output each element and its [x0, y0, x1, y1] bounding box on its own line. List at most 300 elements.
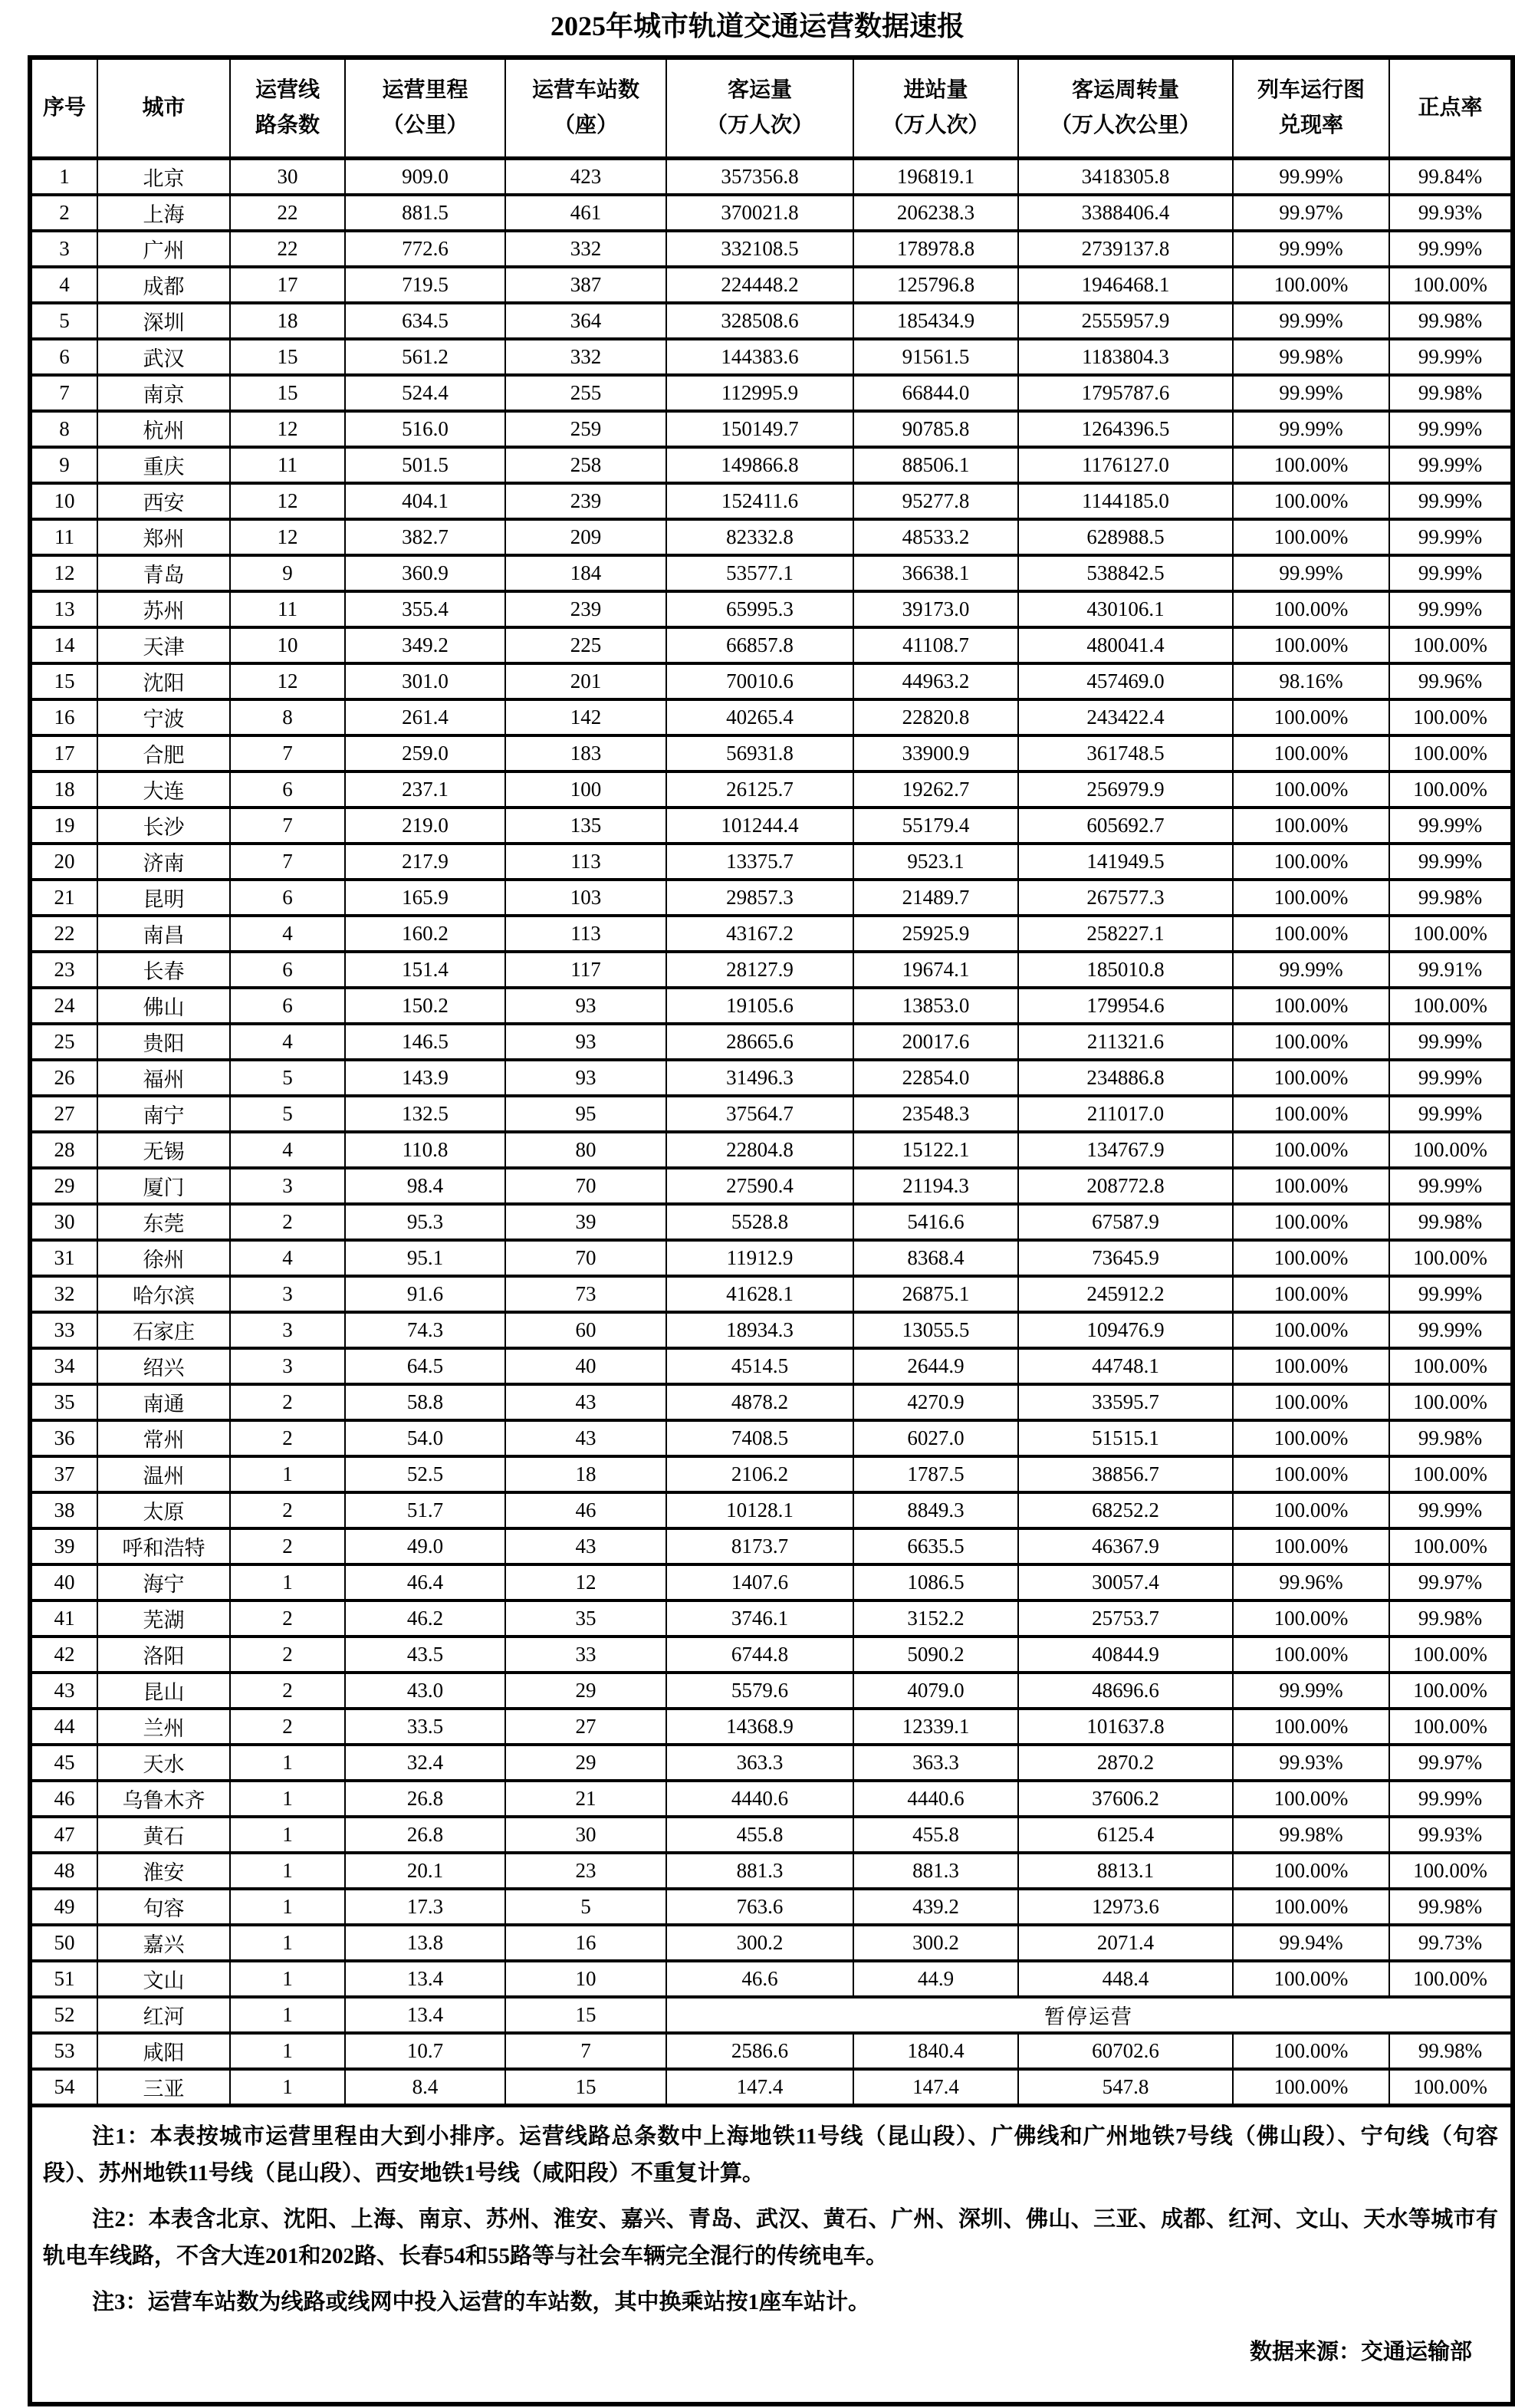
table-row	[30, 411, 1513, 447]
header-cell-6	[853, 58, 1018, 159]
table-cell: 13.8	[345, 1925, 505, 1961]
table-cell: 524.4	[345, 375, 505, 411]
header-line: 进站量	[903, 78, 968, 102]
table-cell: 北京	[97, 159, 230, 196]
table-cell: 141949.5	[1018, 844, 1233, 880]
table-cell: 1	[230, 1889, 345, 1925]
table-cell: 113	[505, 844, 666, 880]
table-cell: 26	[30, 1060, 97, 1096]
table-row	[30, 1492, 1513, 1528]
table-cell: 3	[230, 1276, 345, 1312]
table-cell: 芜湖	[97, 1600, 230, 1637]
table-cell: 11912.9	[666, 1240, 853, 1276]
table-cell: 武汉	[97, 339, 230, 375]
table-cell: 100.00%	[1389, 1384, 1513, 1420]
table-cell: 23	[505, 1853, 666, 1889]
table-cell: 1086.5	[853, 1564, 1018, 1600]
table-cell: 99.99%	[1233, 411, 1389, 447]
table-cell: 100.00%	[1233, 591, 1389, 627]
table-cell: 6744.8	[666, 1637, 853, 1673]
header-cell-3	[345, 58, 505, 159]
table-cell: 142	[505, 699, 666, 735]
table-cell: 258	[505, 447, 666, 483]
table-cell: 27	[30, 1096, 97, 1132]
table-cell: 5528.8	[666, 1204, 853, 1240]
table-cell: 33900.9	[853, 735, 1018, 771]
table-cell: 349.2	[345, 627, 505, 663]
table-cell: 西安	[97, 483, 230, 519]
table-cell: 100.00%	[1233, 1168, 1389, 1204]
table-cell: 382.7	[345, 519, 505, 555]
table-cell: 144383.6	[666, 339, 853, 375]
table-row	[30, 988, 1513, 1024]
table-cell: 100.00%	[1389, 916, 1513, 952]
table-cell: 22854.0	[853, 1060, 1018, 1096]
table-cell: 100.00%	[1389, 771, 1513, 808]
table-cell: 95.1	[345, 1240, 505, 1276]
table-cell: 22804.8	[666, 1132, 853, 1168]
table-cell: 26875.1	[853, 1276, 1018, 1312]
table-cell: 绍兴	[97, 1348, 230, 1384]
table-cell: 2	[230, 1420, 345, 1456]
table-cell: 天水	[97, 1745, 230, 1781]
header-cell-7	[1018, 58, 1233, 159]
table-cell: 28665.6	[666, 1024, 853, 1060]
header-line: 运营线	[255, 78, 320, 102]
table-cell: 41108.7	[853, 627, 1018, 663]
table-cell: 143.9	[345, 1060, 505, 1096]
table-row	[30, 1096, 1513, 1132]
table-cell: 113	[505, 916, 666, 952]
table-cell: 天津	[97, 627, 230, 663]
table-cell: 13375.7	[666, 844, 853, 880]
table-cell: 52.5	[345, 1456, 505, 1492]
table-cell: 16	[505, 1925, 666, 1961]
table-cell: 2	[230, 1492, 345, 1528]
table-row	[30, 1673, 1513, 1709]
table-cell: 100.00%	[1233, 916, 1389, 952]
table-cell: 99.99%	[1389, 1060, 1513, 1096]
table-cell: 881.3	[666, 1853, 853, 1889]
table-cell: 66844.0	[853, 375, 1018, 411]
table-cell: 152411.6	[666, 483, 853, 519]
table-cell: 99.98%	[1389, 1420, 1513, 1456]
table-cell: 40844.9	[1018, 1637, 1233, 1673]
table-cell: 47	[30, 1817, 97, 1853]
table-row	[30, 555, 1513, 591]
table-cell: 49.0	[345, 1528, 505, 1564]
table-cell: 1176127.0	[1018, 447, 1233, 483]
table-row	[30, 1709, 1513, 1745]
table-cell: 7	[230, 808, 345, 844]
table-cell: 9	[30, 447, 97, 483]
table-cell: 28	[30, 1132, 97, 1168]
table-cell: 42	[30, 1637, 97, 1673]
table-cell: 18934.3	[666, 1312, 853, 1348]
table-cell: 93	[505, 988, 666, 1024]
table-cell: 95.3	[345, 1204, 505, 1240]
table-cell: 29	[505, 1745, 666, 1781]
header-cell-2	[230, 58, 345, 159]
header-row	[30, 58, 1513, 159]
table-cell: 112995.9	[666, 375, 853, 411]
header-line: （座）	[553, 113, 618, 137]
header-cell-0	[30, 58, 97, 159]
table-cell: 99.99%	[1389, 483, 1513, 519]
table-cell: 100.00%	[1389, 1456, 1513, 1492]
table-cell: 49	[30, 1889, 97, 1925]
table-cell: 99.98%	[1389, 1204, 1513, 1240]
table-row	[30, 699, 1513, 735]
table-cell: 259	[505, 411, 666, 447]
table-cell: 100.00%	[1233, 1637, 1389, 1673]
table-cell: 357356.8	[666, 159, 853, 196]
table-cell: 51.7	[345, 1492, 505, 1528]
table-cell: 70	[505, 1168, 666, 1204]
table-cell: 12	[230, 519, 345, 555]
table-cell: 5416.6	[853, 1204, 1018, 1240]
table-row	[30, 303, 1513, 339]
table-cell: 208772.8	[1018, 1168, 1233, 1204]
table-cell: 10.7	[345, 2033, 505, 2069]
table-cell: 43	[505, 1384, 666, 1420]
table-cell: 100.00%	[1233, 1961, 1389, 1997]
table-cell: 31496.3	[666, 1060, 853, 1096]
table-cell: 3	[30, 231, 97, 267]
table-cell: 4270.9	[853, 1384, 1018, 1420]
table-cell: 501.5	[345, 447, 505, 483]
table-cell: 1144185.0	[1018, 483, 1233, 519]
table-cell: 10	[30, 483, 97, 519]
table-row	[30, 735, 1513, 771]
table-cell: 1	[30, 159, 97, 196]
table-cell: 66857.8	[666, 627, 853, 663]
table-cell: 12	[30, 555, 97, 591]
table-cell: 100.00%	[1233, 519, 1389, 555]
table-cell: 99.93%	[1233, 1745, 1389, 1781]
notes-cell	[30, 2106, 1513, 2405]
table-cell: 东莞	[97, 1204, 230, 1240]
table-cell: 48	[30, 1853, 97, 1889]
table-cell: 100.00%	[1389, 2069, 1513, 2106]
table-cell: 22	[230, 231, 345, 267]
table-cell: 11	[230, 447, 345, 483]
table-cell: 100.00%	[1233, 1060, 1389, 1096]
table-cell: 100.00%	[1233, 1240, 1389, 1276]
table-cell: 448.4	[1018, 1961, 1233, 1997]
table-cell: 100.00%	[1389, 1240, 1513, 1276]
table-footer	[30, 2106, 1513, 2405]
table-cell: 1787.5	[853, 1456, 1018, 1492]
table-row	[30, 1456, 1513, 1492]
table-cell: 109476.9	[1018, 1312, 1233, 1348]
table-cell: 46.4	[345, 1564, 505, 1600]
table-row	[30, 375, 1513, 411]
table-cell: 13853.0	[853, 988, 1018, 1024]
table-cell: 句容	[97, 1889, 230, 1925]
table-cell: 21194.3	[853, 1168, 1018, 1204]
table-cell: 99.99%	[1389, 519, 1513, 555]
header-line: 运营车站数	[531, 78, 639, 102]
table-cell: 21489.7	[853, 880, 1018, 916]
table-cell: 255	[505, 375, 666, 411]
table-cell: 石家庄	[97, 1312, 230, 1348]
table-cell: 重庆	[97, 447, 230, 483]
table-cell: 30	[30, 1204, 97, 1240]
table-cell: 423	[505, 159, 666, 196]
table-cell: 100.00%	[1389, 699, 1513, 735]
table-cell: 100.00%	[1233, 880, 1389, 916]
table-cell: 160.2	[345, 916, 505, 952]
table-cell: 91561.5	[853, 339, 1018, 375]
table-cell: 33595.7	[1018, 1384, 1233, 1420]
table-cell: 6027.0	[853, 1420, 1018, 1456]
table-cell: 100.00%	[1389, 627, 1513, 663]
header-line: （公里）	[382, 113, 468, 137]
table-cell: 10	[505, 1961, 666, 1997]
table-cell: 2	[230, 1709, 345, 1745]
table-cell: 咸阳	[97, 2033, 230, 2069]
table-cell: 14	[30, 627, 97, 663]
table-cell: 11	[30, 519, 97, 555]
table-cell: 100.00%	[1233, 2033, 1389, 2069]
table-cell: 1946468.1	[1018, 267, 1233, 303]
table-cell: 461	[505, 195, 666, 231]
table-cell: 363.3	[853, 1745, 1018, 1781]
table-row	[30, 1961, 1513, 1997]
table-cell: 881.3	[853, 1853, 1018, 1889]
table-cell: 183	[505, 735, 666, 771]
table-cell: 19262.7	[853, 771, 1018, 808]
table-row	[30, 231, 1513, 267]
table-cell: 6	[230, 880, 345, 916]
table-cell: 100.00%	[1233, 1348, 1389, 1384]
table-cell: 32.4	[345, 1745, 505, 1781]
table-cell: 56931.8	[666, 735, 853, 771]
table-row	[30, 1997, 1513, 2033]
table-cell: 22	[30, 916, 97, 952]
table-cell: 93	[505, 1060, 666, 1096]
table-cell: 南通	[97, 1384, 230, 1420]
notes-block	[43, 2118, 1498, 2321]
table-cell: 3388406.4	[1018, 195, 1233, 231]
table-cell: 嘉兴	[97, 1925, 230, 1961]
table-cell: 36	[30, 1420, 97, 1456]
note-paragraph: 注3：运营车站数为线路或线网中投入运营的车站数，其中换乘站按1座车站计。	[92, 2290, 871, 2314]
table-cell: 100.00%	[1389, 1528, 1513, 1564]
table-cell: 43	[505, 1420, 666, 1456]
table-cell: 100.00%	[1389, 1853, 1513, 1889]
table-cell: 5579.6	[666, 1673, 853, 1709]
table-cell: 51	[30, 1961, 97, 1997]
table-cell: 黄石	[97, 1817, 230, 1853]
table-cell: 合肥	[97, 735, 230, 771]
table-cell: 55179.4	[853, 808, 1018, 844]
header-line: （万人次）	[705, 113, 813, 137]
table-cell: 7	[230, 844, 345, 880]
table-cell: 44748.1	[1018, 1348, 1233, 1384]
table-cell: 99.98%	[1389, 1889, 1513, 1925]
table-cell: 厦门	[97, 1168, 230, 1204]
table-cell: 300.2	[666, 1925, 853, 1961]
table-cell: 95277.8	[853, 483, 1018, 519]
table-cell: 196819.1	[853, 159, 1018, 196]
table-cell: 99.98%	[1389, 303, 1513, 339]
table-body	[30, 159, 1513, 2106]
table-cell: 259.0	[345, 735, 505, 771]
table-cell: 300.2	[853, 1925, 1018, 1961]
table-cell: 21	[505, 1781, 666, 1817]
table-cell: 25753.7	[1018, 1600, 1233, 1637]
table-cell: 100.00%	[1233, 1276, 1389, 1312]
table-cell: 332	[505, 231, 666, 267]
table-cell: 15	[30, 663, 97, 699]
table-cell: 99.99%	[1389, 844, 1513, 880]
table-row	[30, 844, 1513, 880]
table-cell: 1	[230, 1564, 345, 1600]
table-row	[30, 771, 1513, 808]
table-row	[30, 159, 1513, 196]
table-cell: 25	[30, 1024, 97, 1060]
table-cell: 洛阳	[97, 1637, 230, 1673]
table-cell: 35	[505, 1600, 666, 1637]
table-cell: 99.96%	[1233, 1564, 1389, 1600]
table-cell: 211017.0	[1018, 1096, 1233, 1132]
table-cell: 245912.2	[1018, 1276, 1233, 1312]
header-line: （万人次公里）	[1050, 113, 1201, 137]
table-cell: 8368.4	[853, 1240, 1018, 1276]
table-row	[30, 1889, 1513, 1925]
header-line: 客运量	[727, 78, 792, 102]
table-cell: 516.0	[345, 411, 505, 447]
table-cell: 237.1	[345, 771, 505, 808]
table-cell: 1	[230, 1997, 345, 2033]
table-cell: 2	[230, 1600, 345, 1637]
table-cell: 267577.3	[1018, 880, 1233, 916]
table-cell: 100.00%	[1233, 1420, 1389, 1456]
table-cell: 1	[230, 2069, 345, 2106]
table-row	[30, 2069, 1513, 2106]
header-line: 城市	[142, 96, 186, 120]
table-cell: 99.96%	[1389, 663, 1513, 699]
table-cell: 29	[30, 1168, 97, 1204]
table-cell: 1	[230, 1925, 345, 1961]
table-cell: 70010.6	[666, 663, 853, 699]
table-row	[30, 1384, 1513, 1420]
suspended-operation-cell: 暂停运营	[666, 1997, 1513, 2033]
header-cell-5	[666, 58, 853, 159]
table-cell: 538842.5	[1018, 555, 1233, 591]
table-cell: 温州	[97, 1456, 230, 1492]
table-cell: 99.98%	[1389, 2033, 1513, 2069]
table-cell: 38	[30, 1492, 97, 1528]
table-cell: 93	[505, 1024, 666, 1060]
table-cell: 58.8	[345, 1384, 505, 1420]
table-cell: 355.4	[345, 591, 505, 627]
table-row	[30, 916, 1513, 952]
table-cell: 12	[505, 1564, 666, 1600]
table-cell: 53577.1	[666, 555, 853, 591]
table-cell: 100.00%	[1233, 1384, 1389, 1420]
table-cell: 4	[230, 1132, 345, 1168]
table-cell: 100.00%	[1233, 771, 1389, 808]
table-row	[30, 1348, 1513, 1384]
table-cell: 150149.7	[666, 411, 853, 447]
table-cell: 4440.6	[853, 1781, 1018, 1817]
table-cell: 1	[230, 2033, 345, 2069]
table-cell: 深圳	[97, 303, 230, 339]
table-cell: 37606.2	[1018, 1781, 1233, 1817]
table-cell: 100.00%	[1233, 1528, 1389, 1564]
table-cell: 100.00%	[1389, 1132, 1513, 1168]
table-cell: 117	[505, 952, 666, 988]
table-cell: 40	[30, 1564, 97, 1600]
table-cell: 328508.6	[666, 303, 853, 339]
table-cell: 兰州	[97, 1709, 230, 1745]
table-cell: 909.0	[345, 159, 505, 196]
table-cell: 29	[505, 1673, 666, 1709]
table-cell: 178978.8	[853, 231, 1018, 267]
table-cell: 2586.6	[666, 2033, 853, 2069]
table-cell: 332108.5	[666, 231, 853, 267]
table-cell: 3746.1	[666, 1600, 853, 1637]
table-cell: 2739137.8	[1018, 231, 1233, 267]
header-cell-8	[1233, 58, 1389, 159]
table-cell: 46	[505, 1492, 666, 1528]
table-cell: 881.5	[345, 195, 505, 231]
table-cell: 1264396.5	[1018, 411, 1233, 447]
table-cell: 206238.3	[853, 195, 1018, 231]
table-cell: 2870.2	[1018, 1745, 1233, 1781]
table-cell: 佛山	[97, 988, 230, 1024]
table-cell: 6	[30, 339, 97, 375]
table-cell: 363.3	[666, 1745, 853, 1781]
table-cell: 100.00%	[1233, 808, 1389, 844]
table-row	[30, 447, 1513, 483]
table-cell: 100.00%	[1233, 1889, 1389, 1925]
table-cell: 99.99%	[1233, 1673, 1389, 1709]
table-cell: 2	[230, 1673, 345, 1709]
table-cell: 乌鲁木齐	[97, 1781, 230, 1817]
table-cell: 60	[505, 1312, 666, 1348]
table-cell: 201	[505, 663, 666, 699]
table-cell: 65995.3	[666, 591, 853, 627]
table-cell: 100.00%	[1389, 1637, 1513, 1673]
table-cell: 361748.5	[1018, 735, 1233, 771]
table-row	[30, 663, 1513, 699]
table-cell: 628988.5	[1018, 519, 1233, 555]
table-cell: 4	[230, 1240, 345, 1276]
table-cell: 151.4	[345, 952, 505, 988]
table-row	[30, 1781, 1513, 1817]
table-cell: 17	[30, 735, 97, 771]
table-row	[30, 627, 1513, 663]
table-row	[30, 1853, 1513, 1889]
note-paragraph: 注2：本表含北京、沈阳、上海、南京、苏州、淮安、嘉兴、青岛、武汉、黄石、广州、深圳、佛山、三亚、成都、红河、文山、天水等城市有轨电车线路，不含大连201和202路、长春54和55路等与社会车辆完全混行的传统电车。	[43, 2207, 1498, 2268]
table-cell: 18	[230, 303, 345, 339]
table-cell: 1	[230, 1817, 345, 1853]
table-cell: 39173.0	[853, 591, 1018, 627]
table-cell: 33.5	[345, 1709, 505, 1745]
table-cell: 99.99%	[1389, 1492, 1513, 1528]
table-cell: 100	[505, 771, 666, 808]
table-cell: 67587.9	[1018, 1204, 1233, 1240]
table-cell: 1407.6	[666, 1564, 853, 1600]
table-cell: 12	[230, 483, 345, 519]
page-title: 2025年城市轨道交通运营数据速报	[550, 11, 965, 41]
table-cell: 26.8	[345, 1781, 505, 1817]
table-cell: 224448.2	[666, 267, 853, 303]
